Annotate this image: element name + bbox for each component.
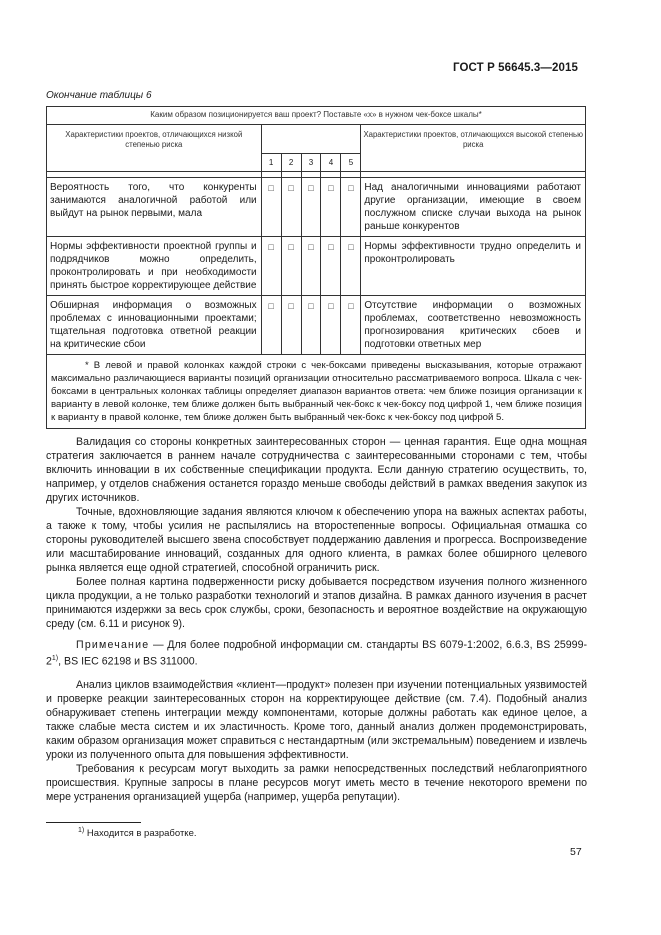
checkbox-3[interactable]: □ xyxy=(301,237,321,296)
checkbox-3[interactable]: □ xyxy=(301,178,321,237)
checkbox-5[interactable]: □ xyxy=(341,296,361,355)
scale-number: 3 xyxy=(301,154,321,172)
note-paragraph xyxy=(46,638,587,669)
scale-number: 1 xyxy=(261,154,281,172)
table-top-header: Каким образом позиционируется ваш проект? Поставьте «x» в нужном чек-боксе шкалы* xyxy=(47,107,586,125)
document-header: ГОСТ Р 56645.3—2015 xyxy=(453,62,578,74)
paragraph: Анализ циклов взаимодействия «клиент—продукт» полезен при изучении потенциальных уязвимостей и проверке реакции заинтересованных сторон на корректирующее действие (см. 7.4). Подобный анализ обнаруживает степень интеграции между компонентами, которые должны работать как единое целое, а также слабые места систем и их эластичность. Кроме того, данный анализ должен продемонстрировать, каким образом организация может справиться с нестандартным (или экстремальным) поведением и извлечь уроки из полученного опыта для повышения эффективности. xyxy=(46,678,587,761)
checkbox-1[interactable]: □ xyxy=(261,237,281,296)
checkbox-2[interactable]: □ xyxy=(281,296,301,355)
page-number: 57 xyxy=(570,846,582,858)
page-footnote xyxy=(78,827,197,839)
paragraph: Требования к ресурсам могут выходить за рамки непосредственных последствий неблагоприятного происшествия. Крупные запросы в плане ресурсов могут иметь место в течение некоторого времени по мере устранения организацией ущерба (например, ущерба репутации). xyxy=(46,762,587,803)
table-row xyxy=(47,178,586,237)
note-text-end: , BS IEC 62198 и BS 311000. xyxy=(58,655,198,668)
scale-number: 4 xyxy=(321,154,341,172)
row-left-text: Нормы эффективности проектной группы и подрядчиков можно определить, проконтролировать и при необходимости принять быстрое корректирующее действие xyxy=(47,237,262,296)
footnote-text: Находится в разработке. xyxy=(84,828,197,840)
table-6 xyxy=(46,106,586,429)
checkbox-4[interactable]: □ xyxy=(321,296,341,355)
scale-number: 5 xyxy=(341,154,361,172)
note-text: — Для более подробной информации см. стандарты BS 6079-1:2002, 6.6.3, BS 25999-2 xyxy=(46,639,587,668)
row-left-text: Обширная информация о возможных проблемах с инновационными проектами; тщательная подготовка ответной реакции на критические сбои xyxy=(47,296,262,355)
body-text xyxy=(46,435,587,804)
table-footnote xyxy=(47,355,586,429)
footnote-mark: 1) xyxy=(78,827,85,834)
checkbox-5[interactable]: □ xyxy=(341,178,361,237)
left-column-header: Характеристики проектов, отличающихся низкой степенью риска xyxy=(47,125,262,172)
scale-header-blank xyxy=(261,125,361,154)
row-right-text: Над аналогичными инновациями работают другие организации, имеющие в своем послужном списке случаи выхода на рынок раньше конкурентов xyxy=(361,178,586,237)
row-right-text: Отсутствие информации о возможных проблемах, соответственно невозможность прогнозирования критических сбоев и подготовки ответных мер xyxy=(361,296,586,355)
paragraph: Валидация со стороны конкретных заинтересованных сторон — ценная гарантия. Еще одна мощная стратегия заключается в раннем начале сотрудничества с заинтересованными сторонами с тем, чтобы включить инновации в их собственные спецификации продукта. Если данную стратегию осуществить, то, например, у отделов снабжения останется гораздо меньше свободы действий в рамках введения закупок из других источников. xyxy=(46,436,587,504)
right-column-header: Характеристики проектов, отличающихся высокой степенью риска xyxy=(361,125,586,172)
checkbox-3[interactable]: □ xyxy=(301,296,321,355)
row-right-text: Нормы эффективности трудно определить и проконтролировать xyxy=(361,237,586,296)
footnote-divider xyxy=(46,822,141,823)
checkbox-5[interactable]: □ xyxy=(341,237,361,296)
table-caption: Окончание таблицы 6 xyxy=(46,90,152,101)
table-footnote-text: * В левой и правой колонках каждой строки с чек-боксами приведены высказывания, которые отражают максимально различающиеся варианты позиций организации относительно рассматриваемого вопроса. Шкала с чек-боксами в центральных колонках таблицы определяет диапазон вариантов ответа: чем ближе позиция организации к варианту в левой колонке, тем ближе должен быть выбранный чек-бокс к чек-боксу под цифрой 1, чем ближе позиция к варианту в правой колонке, тем ближе должен быть выбранный чек-бокс к чек-боксу под цифрой 5. xyxy=(51,360,582,423)
paragraph: Точные, вдохновляющие задания являются ключом к обеспечению упора на важных аспектах работы, а также к тому, чтобы усилия не распылялись на второстепенные вопросы. Официальная отмашка со стороны руководителей высшего звена способствует поддержанию давления и прогресса. Воспроизведение или масштабирование инноваций, созданных для одного клиента, в рамках более обширного целевого рынка является еще одной стратегией, способной ограничить риск. xyxy=(46,506,587,574)
checkbox-4[interactable]: □ xyxy=(321,237,341,296)
scale-number: 2 xyxy=(281,154,301,172)
paragraph: Более полная картина подверженности риску добывается посредством изучения полного жизненного цикла продукции, а не только разработки технологий и этапов дизайна. В рамках данного изучения в расчет принимаются издержки за весь срок службы, сроки, безопасность и вероятное воздействие на окружающую среду (см. 6.11 и рисунок 9). xyxy=(46,576,587,630)
table-row xyxy=(47,296,586,355)
checkbox-1[interactable]: □ xyxy=(261,178,281,237)
table-row xyxy=(47,237,586,296)
checkbox-1[interactable]: □ xyxy=(261,296,281,355)
checkbox-4[interactable]: □ xyxy=(321,178,341,237)
checkbox-2[interactable]: □ xyxy=(281,178,301,237)
note-label: Примечание xyxy=(76,639,150,651)
checkbox-2[interactable]: □ xyxy=(281,237,301,296)
row-left-text: Вероятность того, что конкуренты занимаются аналогичной работой или выйдут на рынок первыми, мала xyxy=(47,178,262,237)
note-footnote-ref[interactable]: 1) xyxy=(51,655,59,662)
